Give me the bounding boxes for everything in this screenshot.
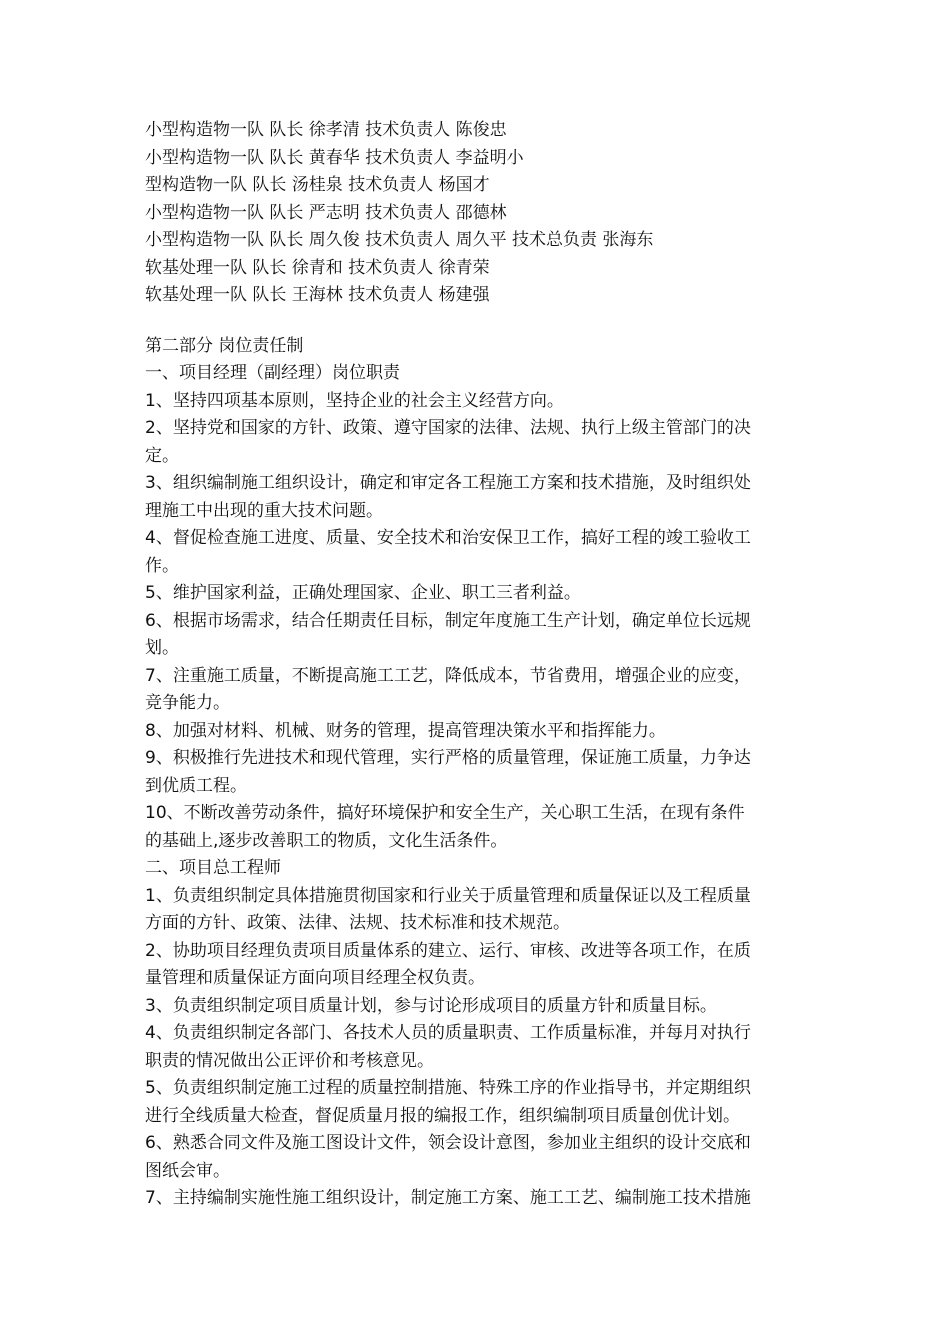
roster-line: 软基处理一队 队长 王海林 技术负责人 杨建强 xyxy=(145,285,490,305)
text-line: 5、负责组织制定施工过程的质量控制措施、特殊工序的作业指导书，并定期组织 xyxy=(145,1078,751,1098)
text-line: 7、主持编制实施性施工组织设计，制定施工方案、施工工艺、编制施工技术措施 xyxy=(145,1188,751,1208)
text-line: 6、熟悉合同文件及施工图设计文件，领会设计意图，参加业主组织的设计交底和 xyxy=(145,1133,751,1153)
text-line: 7、注重施工质量，不断提高施工工艺，降低成本，节省费用，增强企业的应变， xyxy=(145,665,751,686)
text-line: 2、协助项目经理负责项目质量体系的建立、运行、审核、改进等各项工作，在质 xyxy=(145,940,751,961)
text-line: 3、组织编制施工组织设计，确定和审定各工程施工方案和技术措施，及时组织处 xyxy=(145,473,751,493)
text-line: 6、根据市场需求，结合任期责任目标，制定年度施工生产计划，确定单位长远规 xyxy=(145,610,751,631)
text-line: 理施工中出现的重大技术问题。 xyxy=(145,500,383,521)
roster-line: 软基处理一队 队长 徐青和 技术负责人 徐青荣 xyxy=(145,257,490,278)
section-heading: 二、项目总工程师 xyxy=(145,858,281,878)
roster-line: 小型构造物一队 队长 徐孝清 技术负责人 陈俊忠 xyxy=(145,120,507,140)
text-line: 量管理和质量保证方面向项目经理全权负责。 xyxy=(145,968,485,988)
roster-line: 小型构造物一队 队长 周久俊 技术负责人 周久平 技术总负责 张海东 xyxy=(145,230,654,250)
text-line: 8、加强对材料、机械、财务的管理，提高管理决策水平和指挥能力。 xyxy=(145,720,666,741)
roster-line: 小型构造物一队 队长 严志明 技术负责人 邵德林 xyxy=(145,202,507,223)
text-line: 的基础上,逐步改善职工的物质，文化生活条件。 xyxy=(145,830,508,851)
text-line: 进行全线质量大检查，督促质量月报的编报工作，组织编制项目质量创优计划。 xyxy=(145,1105,740,1126)
text-line: 1、负责组织制定具体措施贯彻国家和行业关于质量管理和质量保证以及工程质量 xyxy=(145,885,751,906)
team-roster xyxy=(145,117,805,310)
text-line: 3、负责组织制定项目质量计划，参与讨论形成项目的质量方针和质量目标。 xyxy=(145,995,717,1016)
section-gap xyxy=(145,310,805,333)
text-line: 4、负责组织制定各部门、各技术人员的质量职责、工作质量标准，并每月对执行 xyxy=(145,1023,751,1043)
text-line: 竞争能力。 xyxy=(145,693,230,713)
text-line: 划。 xyxy=(145,638,179,658)
text-line: 2、坚持党和国家的方针、政策、遵守国家的法律、法规、执行上级主管部门的决 xyxy=(145,418,751,438)
text-line: 定。 xyxy=(145,445,179,466)
roster-line: 小型构造物一队 队长 黄春华 技术负责人 李益明小 xyxy=(145,147,524,168)
text-line: 方面的方针、政策、法律、法规、技术标准和技术规范。 xyxy=(145,913,570,933)
text-line: 作。 xyxy=(145,555,179,576)
text-line: 1、坚持四项基本原则，坚持企业的社会主义经营方向。 xyxy=(145,390,564,411)
part-heading: 第二部分 岗位责任制 xyxy=(145,335,304,356)
text-line: 到优质工程。 xyxy=(145,775,247,796)
text-line: 图纸会审。 xyxy=(145,1160,230,1181)
text-line: 4、督促检查施工进度、质量、安全技术和治安保卫工作，搞好工程的竣工验收工 xyxy=(145,528,751,548)
roster-line: 型构造物一队 队长 汤桂泉 技术负责人 杨国才 xyxy=(145,175,490,195)
text-line: 9、积极推行先进技术和现代管理，实行严格的质量管理，保证施工质量，力争达 xyxy=(145,748,751,768)
responsibility-section xyxy=(145,333,805,1213)
text-line: 5、维护国家利益，正确处理国家、企业、职工三者利益。 xyxy=(145,583,581,603)
section-heading: 一、项目经理（副经理）岗位职责 xyxy=(145,363,400,383)
text-line: 职责的情况做出公正评价和考核意见。 xyxy=(145,1050,434,1071)
document-page xyxy=(145,117,805,1213)
text-line: 10、不断改善劳动条件，搞好环境保护和安全生产，关心职工生活，在现有条件 xyxy=(145,803,745,823)
